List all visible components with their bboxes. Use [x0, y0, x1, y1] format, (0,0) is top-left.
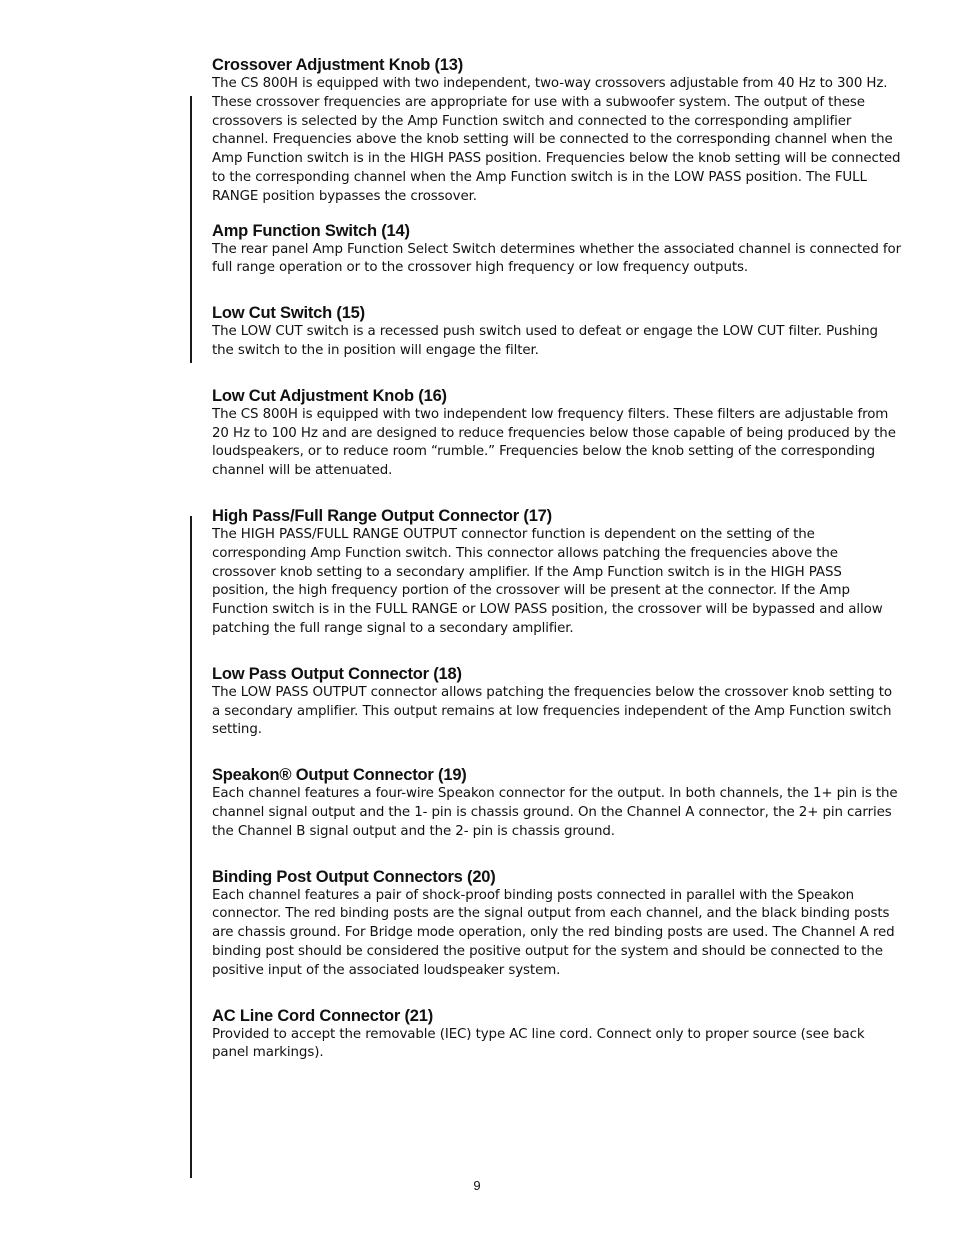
section-body: The LOW CUT switch is a recessed push switch used to defeat or engage the LOW CUT filter. Pushing the switch to the in position will engage the filter. [212, 324, 878, 358]
section-heading: Low Cut Adjustment Knob (16) [212, 386, 447, 405]
section-heading: High Pass/Full Range Output Connector (17) [212, 506, 552, 525]
section-body: The LOW PASS OUTPUT connector allows patching the frequencies below the crossover knob setting to a secondary amplifier. This output remains at low frequencies independent of the Amp Function switch setting. [212, 684, 892, 738]
section-heading: Binding Post Output Connectors (20) [212, 867, 496, 886]
page-content [212, 55, 902, 1063]
section-low-cut-switch [212, 303, 902, 361]
section-body: The CS 800H is equipped with two independent, two-way crossovers adjustable from 40 Hz to 300 Hz. These crossover frequencies are appropriate for use with a subwoofer system. The output of these crossovers is selected by the Amp Function switch and connected to the corresponding amplifier channel. Frequencies above the knob setting will be connected to the corresponding channel when the Amp Function switch is in the HIGH PASS position. Frequencies below the knob setting will be connected to the corresponding channel when the Amp Function switch is in the LOW PASS position. The FULL RANGE position bypasses the crossover. [212, 76, 901, 204]
section-body: The CS 800H is equipped with two independent low frequency filters. These filters are adjustable from 20 Hz to 100 Hz and are designed to reduce frequencies below those capable of being produced by the loudspeakers, or to reduce room “rumble.” Frequencies below the knob setting of the corresponding channel will be attenuated. [212, 406, 896, 479]
section-body: The HIGH PASS/FULL RANGE OUTPUT connector function is dependent on the setting of the corresponding Amp Function switch. This connector allows patching the frequencies above the crossover knob setting to a secondary amplifier. If the Amp Function switch is in the HIGH PASS position, the high frequency portion of the crossover will be present at the connector. If the Amp Function switch is in the FULL RANGE or LOW PASS position, the crossover will be bypassed and allow patching the full range signal to a secondary amplifier. [212, 526, 883, 636]
section-binding-post-output-connectors [212, 867, 902, 981]
page-number: 9 [473, 1178, 481, 1193]
section-body: Each channel features a four-wire Speakon connector for the output. In both channels, the 1+ pin is the channel signal output and the 1- pin is chassis ground. On the Channel A connector, the 2+ pin carries the Channel B signal output and the 2- pin is chassis ground. [212, 786, 898, 839]
section-heading: AC Line Cord Connector (21) [212, 1006, 434, 1025]
section-crossover-adjustment-knob [212, 55, 902, 207]
section-high-pass-output-connector [212, 506, 902, 639]
section-body: The rear panel Amp Function Select Switch determines whether the associated channel is connected for full range operation or to the crossover high frequency or low frequency outputs. [212, 241, 901, 276]
section-heading: Low Pass Output Connector (18) [212, 664, 462, 683]
section-low-pass-output-connector [212, 664, 902, 740]
section-ac-line-cord-connector [212, 1006, 902, 1064]
section-heading: Amp Function Switch (14) [212, 221, 410, 240]
section-heading: Low Cut Switch (15) [212, 304, 365, 323]
section-amp-function-switch [212, 221, 902, 279]
section-speakon-output-connector [212, 765, 902, 841]
section-low-cut-adjustment-knob [212, 386, 902, 481]
margin-change-bar [190, 516, 192, 1178]
section-body: Each channel features a pair of shock-proof binding posts connected in parallel with the Speakon connector. The red binding posts are the signal output from each channel, and the black binding posts are chassis ground. For Bridge mode operation, only the red binding posts are used. The Channel A red binding post should be considered the positive output for the system and should be connected to the positive input of the associated loudspeaker system. [212, 887, 895, 978]
margin-change-bar [190, 96, 192, 363]
section-heading: Speakon® Output Connector (19) [212, 766, 467, 785]
section-heading: Crossover Adjustment Knob (13) [212, 56, 464, 74]
section-body: Provided to accept the removable (IEC) type AC line cord. Connect only to proper source (see back panel markings). [212, 1026, 865, 1061]
